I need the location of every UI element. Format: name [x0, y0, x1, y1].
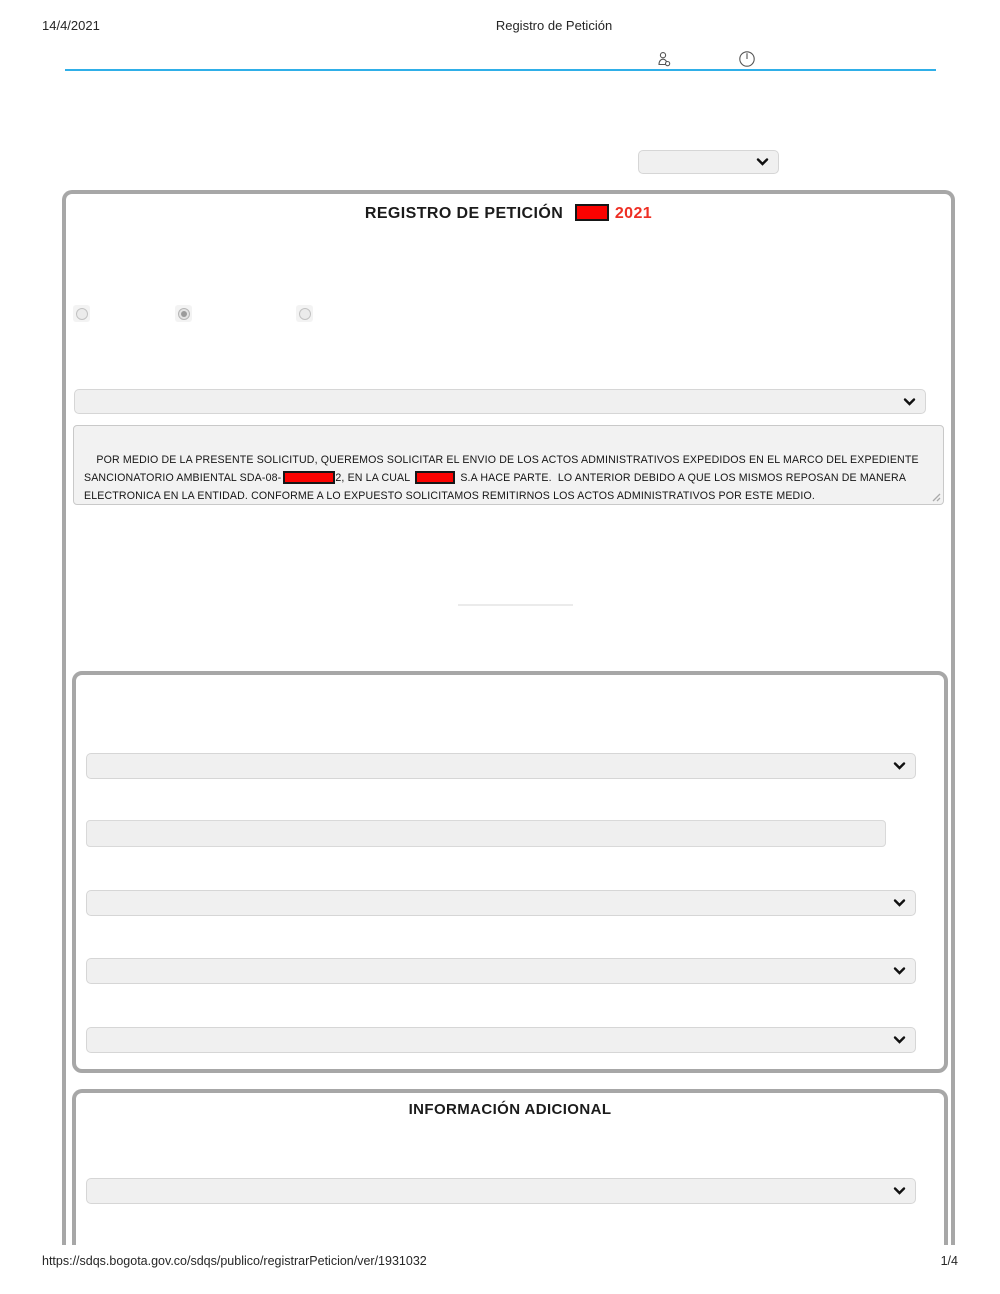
petition-type-select[interactable]	[74, 389, 926, 414]
redaction-box	[575, 204, 609, 221]
description-text: 2, EN LA CUAL	[335, 472, 411, 484]
header-divider-line	[65, 69, 936, 71]
redaction-box	[415, 471, 455, 484]
additional-info-title: INFORMACIÓN ADICIONAL	[408, 1101, 612, 1118]
redaction-box	[283, 471, 335, 484]
petition-title-text: REGISTRO DE PETICIÓN	[364, 205, 564, 223]
print-page-indicator: 1/4	[940, 1254, 958, 1268]
user-validate-icon[interactable]	[655, 50, 673, 68]
chevron-down-icon	[903, 397, 916, 406]
radio-button[interactable]	[76, 308, 88, 320]
description-text: POR MEDIO DE LA PRESENTE SOLICITUD, QUEREMOS SOLICITAR EL ENVIO DE LOS ACTOS ADMINISTRATIVOS EXPEDIDOS EN EL MARCO DEL EXPEDIENTE SANCIONATORIO AMBIENTAL SDA-08-	[84, 454, 922, 484]
print-date: 14/4/2021	[42, 18, 100, 33]
requester-select-1[interactable]	[86, 753, 916, 779]
print-document-title: Registro de Petición	[495, 18, 613, 33]
requester-text-input[interactable]	[86, 820, 886, 847]
clock-icon[interactable]	[738, 50, 756, 68]
petition-form-title	[62, 204, 955, 224]
requester-select-2[interactable]	[86, 890, 916, 916]
petition-title-year: 2021	[614, 205, 653, 222]
chevron-down-icon	[893, 1187, 906, 1196]
chevron-down-icon	[893, 762, 906, 771]
requester-select-3[interactable]	[86, 958, 916, 984]
textarea-resize-grip[interactable]	[912, 492, 941, 502]
additional-info-select[interactable]	[86, 1178, 916, 1204]
chevron-down-icon	[893, 967, 906, 976]
chevron-down-icon	[893, 1036, 906, 1045]
description-text: S.A HACE PARTE. LO ANTERIOR DEBIDO A QUE LOS MISMOS REPOSAN DE MANERA ELECTRONICA EN LA ENTIDAD. CONFORME A LO EXPUESTO SOLICITAMOS REMITIRNOS LOS ACTOS ADMINISTRATIVOS POR ESTE MEDIO.	[84, 472, 909, 502]
radio-button[interactable]	[299, 308, 311, 320]
faint-divider-line	[458, 604, 573, 606]
radio-button[interactable]	[178, 308, 190, 320]
person-type-radio-1[interactable]	[73, 305, 90, 322]
top-language-select[interactable]	[638, 150, 779, 174]
person-type-radio-2[interactable]	[175, 305, 192, 322]
requester-details-box	[72, 671, 948, 1073]
person-type-radio-3[interactable]	[296, 305, 313, 322]
requester-select-4[interactable]	[86, 1027, 916, 1053]
chevron-down-icon	[893, 899, 906, 908]
chevron-down-icon	[756, 158, 769, 167]
petition-description-textarea[interactable]	[73, 425, 944, 505]
print-footer-url: https://sdqs.bogota.gov.co/sdqs/publico/registrarPeticion/ver/1931032	[42, 1254, 427, 1268]
